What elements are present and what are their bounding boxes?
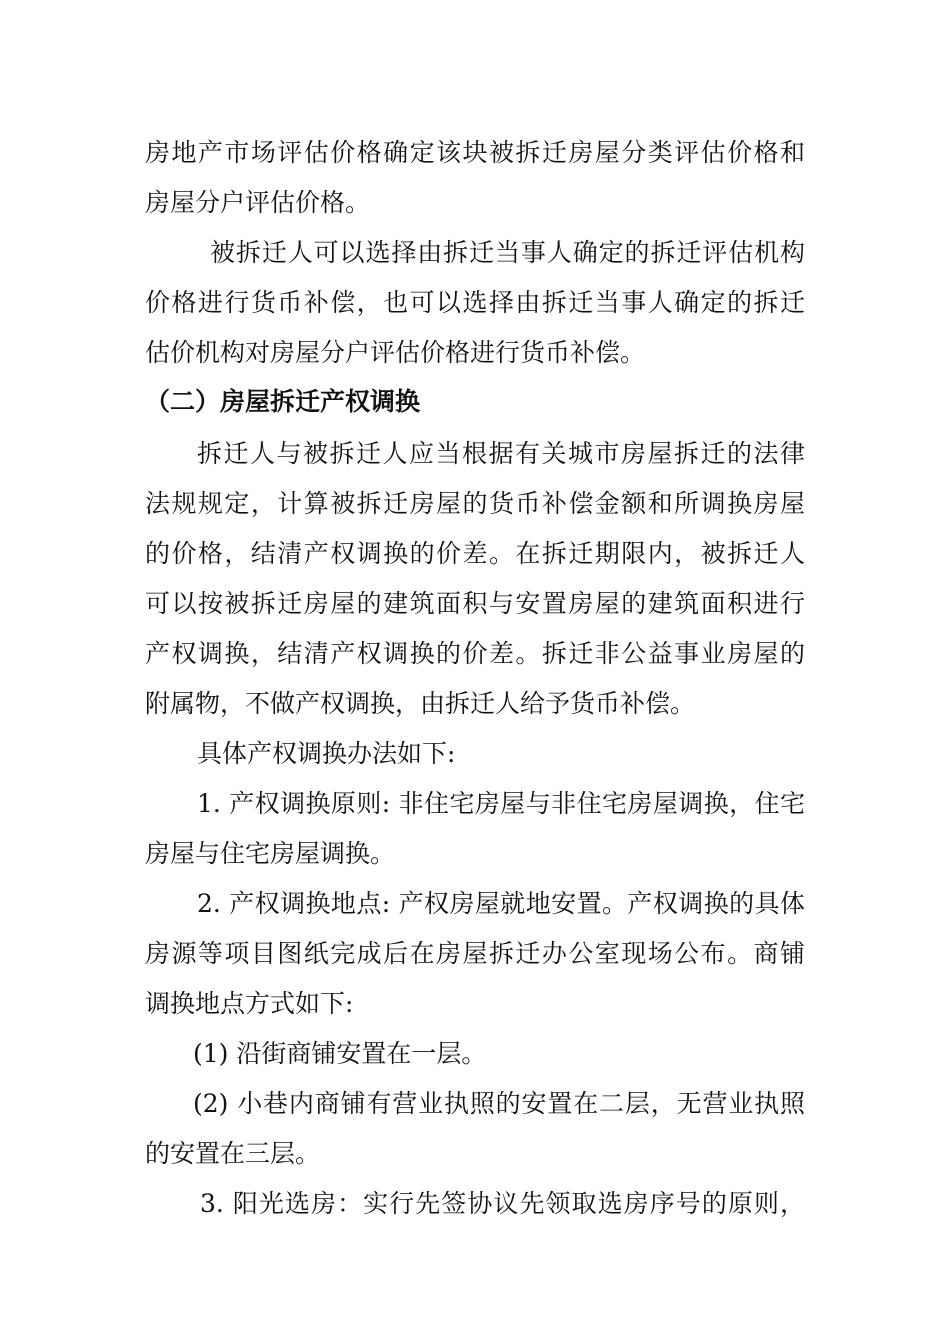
- text-line-11: 产权调换，结清产权调换的价差。拆迁非公益事业房屋的: [145, 639, 805, 668]
- text-line-20: (2) 小巷内商铺有营业执照的安置在二层，无营业执照: [193, 1089, 805, 1118]
- section-heading: （二）房屋拆迁产权调换: [145, 387, 421, 416]
- text-line-13: 具体产权调换办法如下:: [197, 739, 456, 768]
- text-line-5: 估价机构对房屋分户评估价格进行货币补偿。: [145, 338, 646, 367]
- text-line-14: 1. 产权调换原则: 非住宅房屋与非住宅房屋调换，住宅: [197, 789, 805, 818]
- text-line-12: 附属物，不做产权调换，由拆迁人给予货币补偿。: [145, 689, 696, 718]
- text-line-3: 被拆迁人可以选择由拆迁当事人确定的拆迁评估机构: [210, 238, 805, 267]
- text-line-7: 拆迁人与被拆迁人应当根据有关城市房屋拆迁的法律: [197, 439, 805, 468]
- text-line-2: 房屋分户评估价格。: [145, 188, 371, 217]
- text-line-9: 的价格，结清产权调换的价差。在拆迁期限内，被拆迁人: [145, 539, 805, 568]
- text-line-1: 房地产市场评估价格确定该块被拆迁房屋分类评估价格和: [145, 138, 805, 167]
- text-line-17: 房源等项目图纸完成后在房屋拆迁办公室现场公布。商铺: [145, 939, 805, 968]
- text-line-19: (1) 沿街商铺安置在一层。: [193, 1039, 487, 1068]
- text-line-15: 房屋与住宅房屋调换。: [145, 839, 396, 868]
- text-line-18: 调换地点方式如下:: [145, 989, 354, 1018]
- text-line-8: 法规规定，计算被拆迁房屋的货币补偿金额和所调换房屋: [145, 489, 805, 518]
- text-line-16: 2. 产权调换地点: 产权房屋就地安置。产权调换的具体: [197, 889, 805, 918]
- text-line-10: 可以按被拆迁房屋的建筑面积与安置房屋的建筑面积进行: [145, 589, 805, 618]
- text-line-4: 价格进行货币补偿，也可以选择由拆迁当事人确定的拆迁: [145, 288, 805, 317]
- text-line-22: 3. 阳光选房：实行先签协议先领取选房序号的原则，: [200, 1189, 805, 1218]
- text-line-21: 的安置在三层。: [145, 1139, 321, 1168]
